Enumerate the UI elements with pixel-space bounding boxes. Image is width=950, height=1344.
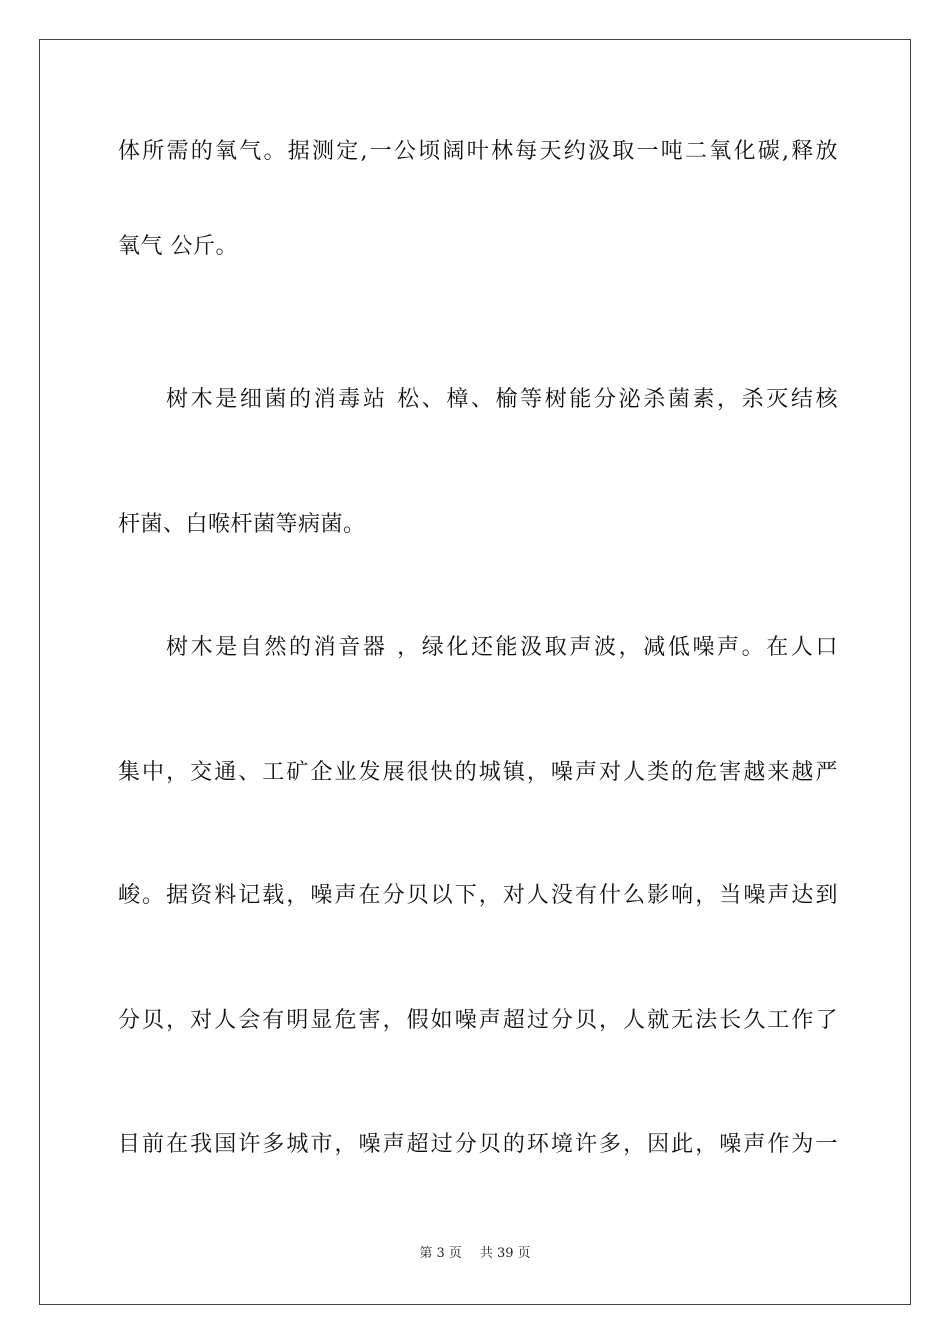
- text-line-9: 目前在我国许多城市，噪声超过分贝的环境许多，因此，噪声作为一: [118, 1132, 838, 1157]
- text-line-4: 杆菌、白喉杆菌等病菌。: [118, 512, 366, 537]
- text-line-7: 峻。据资料记载，噪声在分贝以下，对人没有什么影响，当噪声达到: [118, 883, 838, 908]
- page-footer: [0, 1245, 950, 1263]
- text-line-8: 分贝，对人会有明显危害，假如噪声超过分贝，人就无法长久工作了: [118, 1008, 838, 1033]
- text-line-3: 树木是细菌的消毒站 松、樟、榆等树能分泌杀菌素，杀灭结核: [166, 387, 838, 412]
- text-line-1: 体所需的氧气。据测定,一公顷阔叶林每天约汲取一吨二氧化碳,释放: [118, 139, 838, 164]
- text-line-2: 氧气 公斤。: [118, 234, 238, 259]
- page-number-total: 共 39 页: [479, 1246, 531, 1261]
- page-number-current: 第 3 页: [419, 1246, 462, 1261]
- text-line-5: 树木是自然的消音器 ，绿化还能汲取声波，减低噪声。在人口: [166, 635, 838, 660]
- page-border: [39, 39, 911, 1305]
- text-line-6: 集中，交通、工矿企业发展很快的城镇，噪声对人类的危害越来越严: [118, 760, 838, 785]
